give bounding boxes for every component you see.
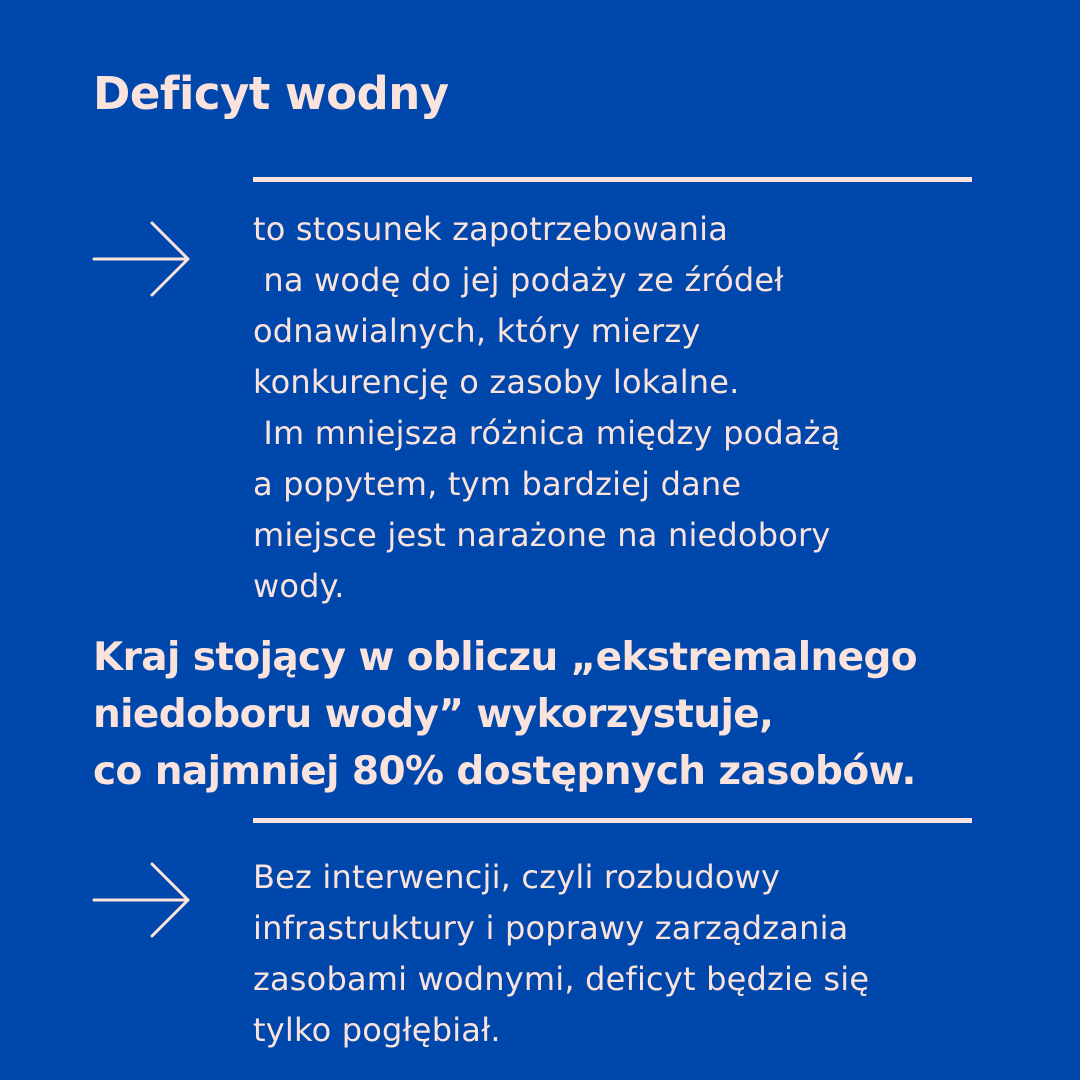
arrow-right-icon <box>92 862 192 942</box>
highlight-statement: Kraj stojący w obliczu „ekstremalnego niedoboru wody” wykorzystuje, co najmniej 80% dostępnych zasobów. <box>93 635 917 794</box>
divider-bottom <box>253 818 972 823</box>
definition-text: to stosunek zapotrzebowania na wodę do jej podaży ze źródeł odnawialnych, który mierzy konkurencję o zasoby lokalne. Im mniejsza różnica między podażą a popytem, tym bardziej dane miejsce jest narażone na niedobory wody. <box>253 210 841 605</box>
consequence-text: Bez interwencji, czyli rozbudowy infrastruktury i poprawy zarządzania zasobami wodnymi, deficyt będzie się tylko pogłębiał. <box>253 858 870 1049</box>
divider-top <box>253 177 972 182</box>
page-title: Deficyt wodny <box>93 67 449 120</box>
arrow-right-icon <box>92 221 192 301</box>
